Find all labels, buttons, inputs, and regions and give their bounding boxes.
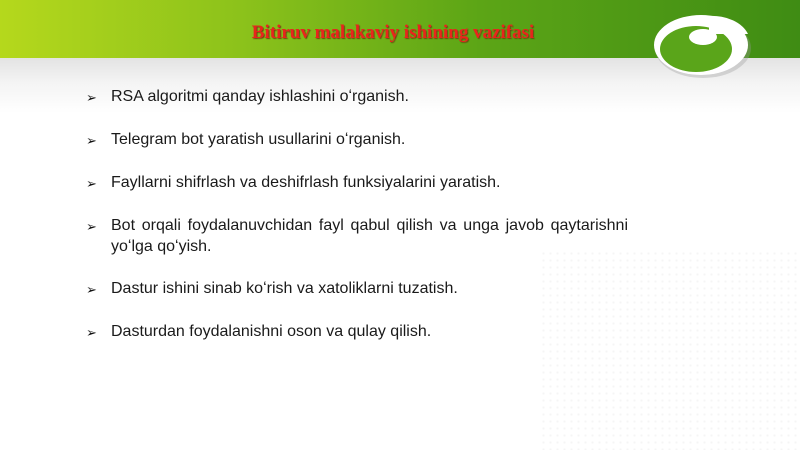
arrowhead-bullet-icon: ➢ (86, 176, 97, 191)
task-list (86, 86, 628, 364)
list-item (86, 215, 628, 257)
list-item-text: Fayllarni shifrlash va deshifrlash funksiyalarini yaratish. (111, 174, 501, 191)
list-item-text: Dasturdan foydalanishni oson va qulay qilish. (111, 323, 432, 340)
arrowhead-bullet-icon: ➢ (86, 282, 97, 297)
arrowhead-bullet-icon: ➢ (86, 325, 97, 340)
list-item-text: Telegram bot yaratish usullarini oʻrganish. (111, 131, 406, 148)
list-item (86, 129, 628, 151)
list-item-text: RSA algoritmi qanday ishlashini oʻrganish. (111, 88, 409, 105)
arrowhead-bullet-icon: ➢ (86, 133, 97, 148)
list-item (86, 278, 628, 300)
list-item (86, 321, 628, 343)
green-pie-chart-logo-icon (652, 10, 758, 82)
list-item-text: Bot orqali foydalanuvchidan fayl qabul qilish va unga javob qaytarishni yoʻlga qoʻyish. (111, 217, 628, 255)
list-item (86, 86, 628, 108)
arrowhead-bullet-icon: ➢ (86, 219, 97, 234)
list-item-text: Dastur ishini sinab koʻrish va xatoliklarni tuzatish. (111, 280, 458, 297)
slide-title: Bitiruv malakaviy ishining vazifasi (251, 22, 535, 43)
list-item (86, 172, 628, 194)
arrowhead-bullet-icon: ➢ (86, 90, 97, 105)
